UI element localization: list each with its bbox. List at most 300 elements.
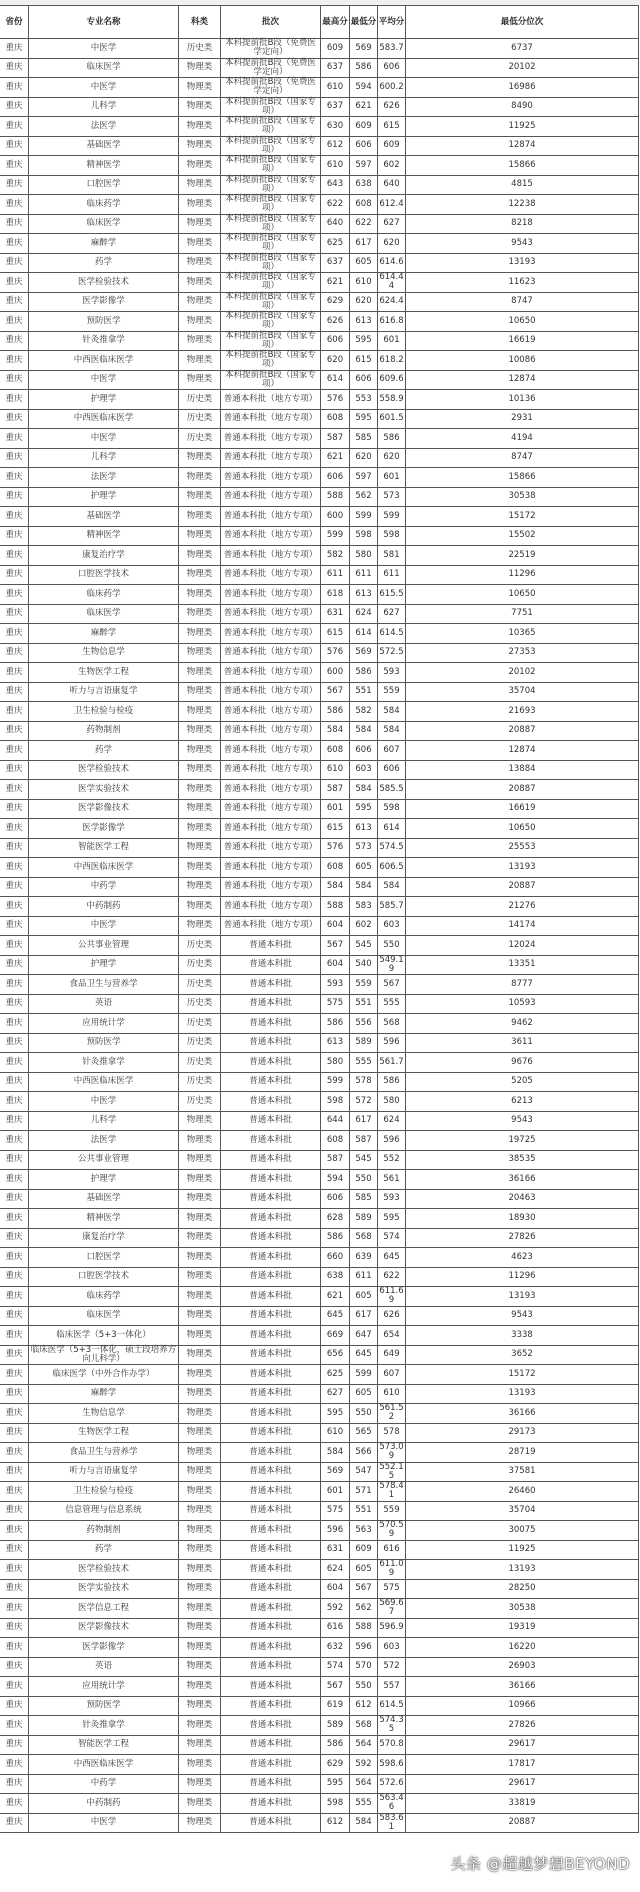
min-rank-cell: 36166	[406, 1677, 639, 1697]
province-cell: 重庆	[0, 136, 29, 156]
max-score-cell: 625	[321, 234, 350, 254]
avg-score-cell: 563.46	[379, 1793, 404, 1813]
major-cell: 医学检验技术	[29, 760, 179, 780]
subject-cell: 物理类	[179, 604, 221, 624]
batch-cell: 普通本科批（地方专项）	[221, 624, 321, 644]
province-cell: 重庆	[0, 97, 29, 117]
subject-cell: 物理类	[179, 741, 221, 761]
subject-cell: 物理类	[179, 1540, 221, 1560]
province-cell: 重庆	[0, 663, 29, 683]
subject-cell: 物理类	[179, 526, 221, 546]
table-row	[0, 253, 639, 273]
avg-score-cell: 584	[378, 877, 406, 897]
province-cell: 重庆	[0, 760, 29, 780]
avg-score-cell: 614.5	[378, 624, 406, 644]
avg-score-cell: 614.6	[378, 253, 406, 273]
avg-score-cell: 611.69	[379, 1286, 404, 1306]
province-cell: 重庆	[0, 507, 29, 527]
min-rank-cell: 14174	[406, 916, 639, 936]
min-score-cell: 580	[350, 546, 378, 566]
subject-cell: 物理类	[179, 585, 221, 605]
major-cell: 儿科学	[29, 448, 179, 468]
min-score-cell: 589	[350, 1209, 378, 1229]
max-score-cell: 594	[321, 1170, 350, 1190]
table-row	[0, 1404, 639, 1424]
subject-cell: 物理类	[179, 58, 221, 78]
province-cell: 重庆	[0, 897, 29, 917]
min-rank-cell: 12238	[406, 195, 639, 215]
min-score-cell: 605	[350, 858, 378, 878]
major-cell: 护理学	[29, 1170, 179, 1190]
province-cell: 重庆	[0, 292, 29, 312]
table-row	[0, 1618, 639, 1638]
max-score-cell: 580	[321, 1053, 350, 1073]
batch-cell: 普通本科批（地方专项）	[221, 429, 321, 449]
avg-score-cell: 615	[378, 117, 406, 137]
avg-score-cell: 585.5	[378, 780, 406, 800]
min-rank-cell: 22519	[406, 546, 639, 566]
min-rank-cell: 20463	[406, 1189, 639, 1209]
avg-score-cell: 609	[378, 136, 406, 156]
major-cell: 中药制药	[29, 897, 179, 917]
table-row	[0, 1209, 639, 1229]
max-score-cell: 619	[321, 1696, 350, 1716]
batch-cell: 普通本科批	[221, 1033, 321, 1053]
avg-score-cell: 557	[378, 1677, 406, 1697]
batch-cell: 本科提前批B段（免费医学定向）	[221, 39, 321, 59]
min-rank-cell: 35704	[406, 682, 639, 702]
max-score-cell: 616	[321, 1618, 350, 1638]
avg-score-cell: 569.67	[379, 1598, 404, 1618]
major-cell: 英语	[29, 1657, 179, 1677]
avg-score-cell: 603	[378, 916, 406, 936]
max-score-cell: 596	[321, 1521, 350, 1541]
major-cell: 医学影像技术	[29, 1618, 179, 1638]
province-cell: 重庆	[0, 565, 29, 585]
subject-cell: 物理类	[179, 1813, 221, 1833]
max-score-cell: 638	[321, 1267, 350, 1287]
table-row	[0, 663, 639, 683]
subject-cell: 物理类	[179, 1501, 221, 1521]
batch-cell: 普通本科批	[221, 1209, 321, 1229]
subject-cell: 历史类	[179, 390, 221, 410]
subject-cell: 历史类	[179, 1014, 221, 1034]
major-cell: 精神医学	[29, 1209, 179, 1229]
min-rank-cell: 20887	[406, 721, 639, 741]
table-row	[0, 1462, 639, 1482]
major-cell: 生物信息学	[29, 1404, 179, 1424]
table-row	[0, 624, 639, 644]
major-cell: 基础医学	[29, 136, 179, 156]
min-score-cell: 545	[350, 1150, 378, 1170]
major-cell: 护理学	[29, 390, 179, 410]
batch-cell: 普通本科批	[221, 936, 321, 956]
min-rank-cell: 4815	[406, 175, 639, 195]
table-row	[0, 858, 639, 878]
batch-cell: 本科提前批B段（国家专项）	[221, 214, 321, 234]
batch-cell: 普通本科批	[221, 1287, 321, 1307]
avg-score-cell: 598.6	[378, 1755, 406, 1775]
province-cell: 重庆	[0, 1755, 29, 1775]
subject-cell: 物理类	[179, 1774, 221, 1794]
table-row	[0, 1306, 639, 1326]
province-cell: 重庆	[0, 1716, 29, 1736]
batch-cell: 普通本科批（地方专项）	[221, 409, 321, 429]
province-cell: 重庆	[0, 448, 29, 468]
min-score-cell: 617	[350, 1111, 378, 1131]
max-score-cell: 587	[321, 1150, 350, 1170]
min-rank-cell: 15866	[406, 468, 639, 488]
avg-score-cell: 614.44	[379, 272, 404, 292]
province-cell: 重庆	[0, 468, 29, 488]
min-score-cell: 595	[350, 331, 378, 351]
min-score-cell: 610	[350, 273, 378, 293]
table-row	[0, 1696, 639, 1716]
min-score-cell: 570	[350, 1657, 378, 1677]
avg-score-cell: 573.09	[379, 1442, 404, 1462]
batch-cell: 普通本科批（地方专项）	[221, 741, 321, 761]
min-rank-cell: 27826	[406, 1716, 639, 1736]
major-cell: 中西医临床医学	[29, 858, 179, 878]
max-score-cell: 611	[321, 565, 350, 585]
header-max-score: 最高分	[321, 6, 350, 39]
min-rank-cell: 7751	[406, 604, 639, 624]
table-row	[0, 936, 639, 956]
max-score-cell: 615	[321, 624, 350, 644]
min-score-cell: 605	[350, 1287, 378, 1307]
max-score-cell: 637	[321, 58, 350, 78]
batch-cell: 普通本科批（地方专项）	[221, 877, 321, 897]
subject-cell: 物理类	[179, 1482, 221, 1502]
batch-cell: 普通本科批（地方专项）	[221, 819, 321, 839]
avg-score-cell: 559	[378, 682, 406, 702]
province-cell: 重庆	[0, 1248, 29, 1268]
major-cell: 针灸推拿学	[29, 331, 179, 351]
batch-cell: 本科提前批B段（国家专项）	[221, 312, 321, 332]
subject-cell: 物理类	[179, 1404, 221, 1424]
province-cell: 重庆	[0, 643, 29, 663]
min-rank-cell: 15172	[406, 1365, 639, 1385]
major-cell: 听力与言语康复学	[29, 1462, 179, 1482]
subject-cell: 物理类	[179, 1384, 221, 1404]
province-cell: 重庆	[0, 1267, 29, 1287]
avg-score-cell: 624.4	[378, 292, 406, 312]
province-cell: 重庆	[0, 1774, 29, 1794]
major-cell: 医学影像技术	[29, 799, 179, 819]
max-score-cell: 628	[321, 1209, 350, 1229]
table-row	[0, 1248, 639, 1268]
min-score-cell: 606	[350, 370, 378, 390]
avg-score-cell: 574.5	[378, 838, 406, 858]
major-cell: 中西医临床医学	[29, 409, 179, 429]
subject-cell: 物理类	[179, 546, 221, 566]
major-cell: 临床药学	[29, 585, 179, 605]
min-score-cell: 609	[350, 1540, 378, 1560]
major-cell: 基础医学	[29, 1189, 179, 1209]
subject-cell: 物理类	[179, 175, 221, 195]
min-rank-cell: 6213	[406, 1092, 639, 1112]
avg-score-cell: 606	[378, 760, 406, 780]
min-rank-cell: 5205	[406, 1072, 639, 1092]
min-score-cell: 620	[350, 292, 378, 312]
subject-cell: 物理类	[179, 1696, 221, 1716]
min-rank-cell: 19725	[406, 1131, 639, 1151]
batch-cell: 普通本科批	[221, 1657, 321, 1677]
min-rank-cell: 11623	[406, 273, 639, 293]
min-rank-cell: 8490	[406, 97, 639, 117]
min-rank-cell: 13884	[406, 760, 639, 780]
max-score-cell: 604	[321, 916, 350, 936]
subject-cell: 历史类	[179, 409, 221, 429]
table-row	[0, 1384, 639, 1404]
major-cell: 精神医学	[29, 526, 179, 546]
major-cell: 英语	[29, 994, 179, 1014]
min-score-cell: 645	[350, 1345, 378, 1365]
province-cell: 重庆	[0, 838, 29, 858]
min-rank-cell: 12024	[406, 936, 639, 956]
province-cell: 重庆	[0, 702, 29, 722]
avg-score-cell: 645	[378, 1248, 406, 1268]
min-score-cell: 540	[350, 955, 378, 975]
avg-score-cell: 614	[378, 819, 406, 839]
province-cell: 重庆	[0, 1540, 29, 1560]
major-cell: 药物制剂	[29, 721, 179, 741]
major-cell: 医学实验技术	[29, 1579, 179, 1599]
major-cell: 临床医学	[29, 58, 179, 78]
min-score-cell: 605	[350, 253, 378, 273]
table-row	[0, 429, 639, 449]
min-score-cell: 584	[350, 1813, 378, 1833]
table-row	[0, 1638, 639, 1658]
avg-score-cell: 609.6	[378, 370, 406, 390]
subject-cell: 物理类	[179, 1209, 221, 1229]
province-cell: 重庆	[0, 1560, 29, 1580]
province-cell: 重庆	[0, 1813, 29, 1833]
subject-cell: 物理类	[179, 370, 221, 390]
subject-cell: 物理类	[179, 1111, 221, 1131]
min-rank-cell: 11925	[406, 1540, 639, 1560]
table-row	[0, 1443, 639, 1463]
max-score-cell: 614	[321, 370, 350, 390]
min-rank-cell: 11296	[406, 1267, 639, 1287]
table-row	[0, 1774, 639, 1794]
major-cell: 中医学	[29, 916, 179, 936]
min-rank-cell: 28250	[406, 1579, 639, 1599]
min-rank-cell: 16619	[406, 799, 639, 819]
subject-cell: 物理类	[179, 643, 221, 663]
batch-cell: 普通本科批	[221, 1092, 321, 1112]
batch-cell: 普通本科批	[221, 1560, 321, 1580]
min-score-cell: 615	[350, 351, 378, 371]
subject-cell: 物理类	[179, 1755, 221, 1775]
watermark: 头条 @超越梦想BEYOND	[450, 1855, 630, 1873]
max-score-cell: 637	[321, 97, 350, 117]
province-cell: 重庆	[0, 1618, 29, 1638]
batch-cell: 普通本科批	[221, 1326, 321, 1346]
max-score-cell: 629	[321, 292, 350, 312]
min-rank-cell: 29173	[406, 1423, 639, 1443]
header-subject: 科类	[179, 6, 221, 39]
major-cell: 食品卫生与营养学	[29, 1443, 179, 1463]
subject-cell: 物理类	[179, 1345, 221, 1365]
province-cell: 重庆	[0, 819, 29, 839]
max-score-cell: 660	[321, 1248, 350, 1268]
table-row	[0, 1521, 639, 1541]
min-score-cell: 609	[350, 117, 378, 137]
min-score-cell: 568	[350, 1716, 378, 1736]
min-rank-cell: 38535	[406, 1150, 639, 1170]
subject-cell: 物理类	[179, 78, 221, 98]
province-cell: 重庆	[0, 331, 29, 351]
table-row	[0, 1755, 639, 1775]
max-score-cell: 622	[321, 195, 350, 215]
table-row	[0, 117, 639, 137]
min-score-cell: 647	[350, 1326, 378, 1346]
min-score-cell: 587	[350, 1131, 378, 1151]
table-row	[0, 1326, 639, 1346]
subject-cell: 物理类	[179, 565, 221, 585]
province-cell: 重庆	[0, 175, 29, 195]
major-cell: 临床医学（5+3一体化，硕士段培养方向儿科学）	[29, 1345, 179, 1365]
avg-score-cell: 611	[378, 565, 406, 585]
batch-cell: 普通本科批	[221, 1111, 321, 1131]
batch-cell: 普通本科批	[221, 1696, 321, 1716]
max-score-cell: 584	[321, 1443, 350, 1463]
min-rank-cell: 4623	[406, 1248, 639, 1268]
max-score-cell: 567	[321, 1677, 350, 1697]
min-score-cell: 595	[350, 799, 378, 819]
batch-cell: 普通本科批	[221, 1521, 321, 1541]
avg-score-cell: 599	[378, 507, 406, 527]
province-cell: 重庆	[0, 1131, 29, 1151]
major-cell: 智能医学工程	[29, 838, 179, 858]
subject-cell: 历史类	[179, 1092, 221, 1112]
table-row	[0, 955, 639, 975]
province-cell: 重庆	[0, 1384, 29, 1404]
major-cell: 康复治疗学	[29, 1228, 179, 1248]
table-row	[0, 1813, 639, 1833]
major-cell: 医学实验技术	[29, 780, 179, 800]
avg-score-cell: 585.7	[378, 897, 406, 917]
province-cell: 重庆	[0, 1462, 29, 1482]
table-row	[0, 721, 639, 741]
min-score-cell: 602	[350, 916, 378, 936]
batch-cell: 普通本科批（地方专项）	[221, 916, 321, 936]
min-score-cell: 567	[350, 1579, 378, 1599]
province-cell: 重庆	[0, 156, 29, 176]
subject-cell: 物理类	[179, 448, 221, 468]
max-score-cell: 618	[321, 585, 350, 605]
table-row	[0, 1131, 639, 1151]
min-score-cell: 568	[350, 1228, 378, 1248]
max-score-cell: 600	[321, 507, 350, 527]
table-row	[0, 156, 639, 176]
min-rank-cell: 9543	[406, 234, 639, 254]
avg-score-cell: 568	[378, 1014, 406, 1034]
min-rank-cell: 21693	[406, 702, 639, 722]
max-score-cell: 631	[321, 604, 350, 624]
avg-score-cell: 603	[378, 1638, 406, 1658]
batch-cell: 普通本科批（地方专项）	[221, 390, 321, 410]
province-cell: 重庆	[0, 1423, 29, 1443]
batch-cell: 普通本科批（地方专项）	[221, 604, 321, 624]
subject-cell: 物理类	[179, 1599, 221, 1619]
province-cell: 重庆	[0, 1287, 29, 1307]
table-row	[0, 1170, 639, 1190]
major-cell: 中药制药	[29, 1794, 179, 1814]
min-score-cell: 586	[350, 663, 378, 683]
avg-score-cell: 586	[378, 1072, 406, 1092]
batch-cell: 普通本科批	[221, 1170, 321, 1190]
min-rank-cell: 10650	[406, 819, 639, 839]
max-score-cell: 615	[321, 819, 350, 839]
min-rank-cell: 20887	[406, 1813, 639, 1833]
max-score-cell: 612	[321, 1813, 350, 1833]
subject-cell: 物理类	[179, 351, 221, 371]
major-cell: 中西医临床医学	[29, 1755, 179, 1775]
province-cell: 重庆	[0, 1599, 29, 1619]
batch-cell: 普通本科批	[221, 955, 321, 975]
avg-score-cell: 586	[378, 429, 406, 449]
batch-cell: 本科提前批B段（国家专项）	[221, 97, 321, 117]
major-cell: 康复治疗学	[29, 546, 179, 566]
subject-cell: 物理类	[179, 1579, 221, 1599]
major-cell: 中医学	[29, 370, 179, 390]
subject-cell: 物理类	[179, 1326, 221, 1346]
avg-score-cell: 601.5	[378, 409, 406, 429]
major-cell: 针灸推拿学	[29, 1716, 179, 1736]
table-row	[0, 1579, 639, 1599]
max-score-cell: 584	[321, 721, 350, 741]
batch-cell: 普通本科批（地方专项）	[221, 526, 321, 546]
batch-cell: 普通本科批（地方专项）	[221, 838, 321, 858]
batch-cell: 普通本科批	[221, 1482, 321, 1502]
major-cell: 应用统计学	[29, 1677, 179, 1697]
min-rank-cell: 12874	[406, 136, 639, 156]
min-rank-cell: 3338	[406, 1326, 639, 1346]
major-cell: 信息管理与信息系统	[29, 1501, 179, 1521]
batch-cell: 普通本科批（地方专项）	[221, 799, 321, 819]
table-row	[0, 741, 639, 761]
min-rank-cell: 20887	[406, 780, 639, 800]
subject-cell: 历史类	[179, 429, 221, 449]
max-score-cell: 630	[321, 117, 350, 137]
subject-cell: 历史类	[179, 1072, 221, 1092]
min-score-cell: 638	[350, 175, 378, 195]
province-cell: 重庆	[0, 39, 29, 59]
min-score-cell: 599	[350, 1365, 378, 1385]
table-row	[0, 838, 639, 858]
major-cell: 医学检验技术	[29, 273, 179, 293]
max-score-cell: 626	[321, 312, 350, 332]
table-row	[0, 448, 639, 468]
max-score-cell: 576	[321, 643, 350, 663]
max-score-cell: 669	[321, 1326, 350, 1346]
subject-cell: 物理类	[179, 897, 221, 917]
major-cell: 中医学	[29, 429, 179, 449]
max-score-cell: 598	[321, 1794, 350, 1814]
avg-score-cell: 627	[378, 604, 406, 624]
max-score-cell: 606	[321, 1189, 350, 1209]
major-cell: 护理学	[29, 487, 179, 507]
avg-score-cell: 596.9	[378, 1618, 406, 1638]
major-cell: 口腔医学技术	[29, 1267, 179, 1287]
header-min-rank: 最低分位次	[406, 6, 639, 39]
province-cell: 重庆	[0, 1189, 29, 1209]
min-score-cell: 564	[350, 1735, 378, 1755]
max-score-cell: 621	[321, 1287, 350, 1307]
min-score-cell: 594	[350, 78, 378, 98]
